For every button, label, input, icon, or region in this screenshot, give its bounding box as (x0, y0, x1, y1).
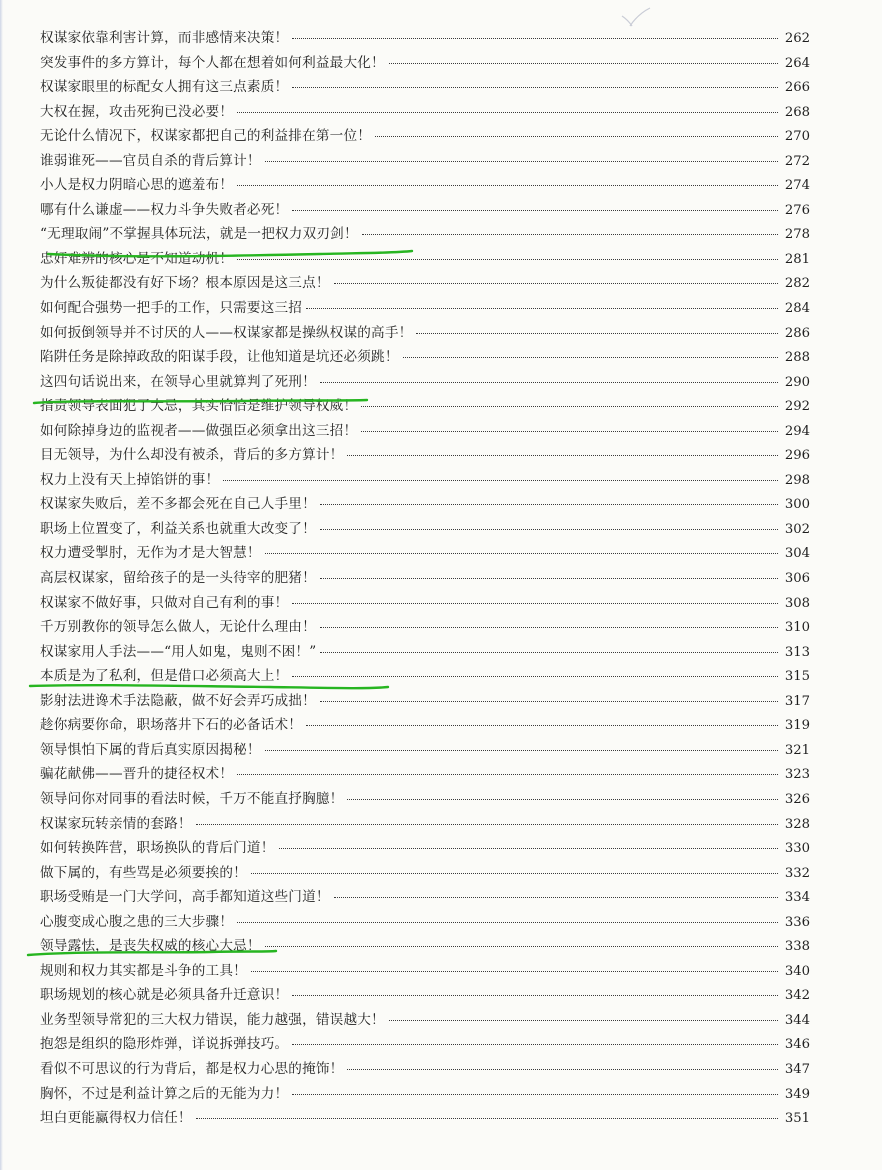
toc-entry-page-number: 323 (784, 767, 810, 783)
toc-entry (40, 591, 810, 616)
toc-entry-title: 抱怨是组织的隐形炸弹，详说拆弹技巧。 (40, 1036, 289, 1053)
toc-entry-title: 哪有什么谦虚——权力斗争失败者必死！ (40, 201, 289, 218)
toc-entry-title: 这四句话说出来，在领导心里就算判了死刑！ (40, 373, 316, 390)
dot-leader (237, 111, 778, 113)
toc-entry-title: 谁弱谁死——官员自杀的背后算计！ (40, 152, 261, 169)
toc-entry-page-number: 349 (784, 1086, 810, 1102)
toc-entry (40, 321, 810, 346)
toc-entry-page-number: 262 (784, 31, 810, 46)
toc-entry-title: 领导问你对同事的看法时候，千万不能直抒胸臆！ (40, 790, 344, 807)
toc-entry-title: 业务型领导常犯的三大权力错误，能力越强，错误越大！ (40, 1011, 385, 1028)
dot-leader (237, 258, 778, 260)
toc-entry-title: 骗花献佛——晋升的捷径权术！ (40, 766, 234, 783)
toc-entry (40, 492, 810, 517)
toc-entry (40, 640, 810, 665)
dot-leader (279, 847, 779, 849)
toc-entry-title: 权谋家依靠利害计算，而非感情来决策！ (40, 30, 289, 46)
toc-entry-page-number: 296 (784, 448, 810, 464)
toc-entry-page-number: 315 (784, 669, 810, 685)
toc-entry-page-number: 310 (784, 620, 810, 636)
toc-entry (40, 345, 810, 370)
dot-leader (237, 773, 778, 775)
dot-leader (320, 528, 778, 530)
toc-entry-page-number: 351 (784, 1111, 810, 1127)
dot-leader (265, 749, 778, 751)
toc-entry (40, 296, 810, 321)
table-of-contents (40, 26, 810, 1131)
dot-leader (251, 970, 778, 972)
toc-entry-page-number: 326 (784, 791, 810, 807)
toc-entry-page-number: 304 (784, 546, 810, 562)
toc-entry-page-number: 313 (784, 644, 810, 660)
toc-entry-title: 心腹变成心腹之患的三大步骤！ (40, 913, 234, 930)
toc-entry-page-number: 328 (784, 816, 810, 832)
toc-entry-page-number: 300 (784, 497, 810, 513)
toc-entry (40, 983, 810, 1008)
toc-entry-title: 看似不可思议的行为背后，都是权力心思的掩饰！ (40, 1060, 344, 1077)
toc-entry-title: 权谋家不做好事，只做对自己有利的事！ (40, 594, 289, 611)
dot-leader (334, 896, 778, 898)
toc-entry-page-number: 319 (784, 718, 810, 734)
toc-entry (40, 615, 810, 640)
toc-entry-title: 权谋家眼里的标配女人拥有这三点素质！ (40, 79, 289, 96)
dot-leader (292, 1093, 778, 1095)
dot-leader (320, 626, 778, 628)
toc-entry-page-number: 338 (784, 939, 810, 955)
toc-entry (40, 959, 810, 984)
dot-leader (347, 1068, 778, 1070)
toc-entry-title: 如何转换阵营，职场换队的背后门道！ (40, 840, 275, 857)
toc-entry-title: 胸怀，不过是利益计算之后的无能为力！ (40, 1085, 289, 1102)
toc-entry-page-number: 321 (784, 742, 810, 758)
toc-entry (40, 222, 810, 247)
dot-leader (292, 602, 778, 604)
toc-entry (40, 664, 810, 689)
toc-entry-page-number: 344 (784, 1012, 810, 1028)
toc-entry-title: 如何除掉身边的监视者——做强臣必须拿出这三招！ (40, 422, 358, 439)
toc-entry (40, 1082, 810, 1107)
toc-entry-title: 领导惧怕下属的背后真实原因揭秘！ (40, 741, 261, 758)
toc-entry-title: 权谋家失败后，差不多都会死在自己人手里！ (40, 496, 316, 513)
toc-entry (40, 689, 810, 714)
toc-entry-page-number: 340 (784, 963, 810, 979)
dot-leader (320, 381, 778, 383)
toc-entry-title: 忠奸难辨的核心是不知道动机！ (40, 250, 234, 267)
toc-entry-title: 陷阱任务是除掉政敌的阳谋手段，让他知道是坑还必须跳！ (40, 349, 399, 366)
toc-entry (40, 173, 810, 198)
dot-leader (292, 86, 778, 88)
toc-entry-title: 趁你病要你命，职场落井下石的必备话术！ (40, 717, 303, 734)
toc-entry-page-number: 347 (784, 1061, 810, 1077)
toc-entry (40, 394, 810, 419)
toc-entry (40, 517, 810, 542)
toc-entry (40, 51, 810, 76)
toc-entry (40, 1008, 810, 1033)
toc-entry-page-number: 281 (784, 251, 810, 267)
toc-entry-page-number: 270 (784, 129, 810, 145)
toc-entry (40, 443, 810, 468)
toc-entry-page-number: 306 (784, 571, 810, 587)
toc-entry-page-number: 308 (784, 595, 810, 611)
toc-entry-title: 做下属的，有些骂是必须要挨的！ (40, 864, 247, 881)
dot-leader (375, 135, 778, 137)
toc-entry-title: 影射法进谗术手法隐蔽，做不好会弄巧成拙！ (40, 692, 316, 709)
toc-entry-title: 本质是为了私利，但是借口必须高大上！ (40, 668, 289, 685)
toc-entry (40, 75, 810, 100)
toc-entry (40, 812, 810, 837)
toc-entry-page-number: 336 (784, 914, 810, 930)
toc-entry-title: 权谋家用人手法——“用人如鬼，鬼则不困！” (40, 643, 317, 660)
toc-entry-page-number: 330 (784, 841, 810, 857)
toc-entry (40, 124, 810, 149)
dot-leader (251, 872, 778, 874)
dot-leader (265, 945, 778, 947)
toc-entry-title: 小人是权力阴暗心思的遮羞布！ (40, 177, 234, 194)
dot-leader (389, 1019, 778, 1021)
toc-entry (40, 100, 810, 125)
dot-leader (334, 282, 778, 284)
toc-entry (40, 1032, 810, 1057)
toc-entry-title: 领导露怯，是丧失权威的核心大忌！ (40, 938, 261, 955)
toc-entry-title: 指责领导表面犯了大忌，其实恰恰是维护领导权威！ (40, 398, 358, 415)
toc-entry (40, 861, 810, 886)
toc-entry-page-number: 346 (784, 1037, 810, 1053)
dot-leader (196, 823, 778, 825)
dot-leader (403, 356, 778, 358)
toc-entry (40, 566, 810, 591)
dot-leader (292, 1043, 778, 1045)
toc-entry-title: 如何配合强势一把手的工作，只需要这三招 (40, 300, 303, 317)
toc-entry-page-number: 342 (784, 988, 810, 1004)
dot-leader (347, 454, 778, 456)
toc-entry (40, 149, 810, 174)
toc-entry-page-number: 284 (784, 301, 810, 317)
toc-entry-page-number: 274 (784, 178, 810, 194)
dot-leader (347, 798, 778, 800)
toc-entry-page-number: 334 (784, 890, 810, 906)
dot-leader (237, 184, 778, 186)
toc-entry (40, 787, 810, 812)
toc-entry (40, 468, 810, 493)
toc-entry-title: 千万别教你的领导怎么做人，无论什么理由！ (40, 619, 316, 636)
dot-leader (292, 675, 778, 677)
dot-leader (320, 503, 778, 505)
toc-entry (40, 541, 810, 566)
toc-entry (40, 836, 810, 861)
toc-entry (40, 419, 810, 444)
dot-leader (389, 62, 778, 64)
toc-entry (40, 26, 810, 51)
toc-entry-page-number: 268 (784, 104, 810, 120)
toc-entry-title: 目无领导，为什么却没有被杀，背后的多方算计！ (40, 447, 344, 464)
toc-entry-page-number: 290 (784, 374, 810, 390)
toc-entry (40, 271, 810, 296)
toc-entry-page-number: 264 (784, 55, 810, 71)
toc-entry (40, 934, 810, 959)
dot-leader (320, 651, 778, 653)
toc-entry-title: 权力遭受掣肘，无作为才是大智慧！ (40, 545, 261, 562)
dot-leader (361, 430, 778, 432)
dot-leader (292, 209, 778, 211)
toc-entry-title: 权力上没有天上掉馅饼的事！ (40, 471, 220, 488)
toc-entry-page-number: 282 (784, 276, 810, 292)
toc-entry-page-number: 266 (784, 80, 810, 96)
toc-entry-page-number: 332 (784, 865, 810, 881)
dot-leader (320, 700, 778, 702)
dot-leader (361, 405, 778, 407)
toc-entry-title: 大权在握，攻击死狗已没必要！ (40, 103, 234, 120)
toc-entry-title: 为什么叛徒都没有好下场？根本原因是这三点！ (40, 275, 330, 292)
toc-entry-page-number: 276 (784, 202, 810, 218)
toc-entry (40, 1057, 810, 1082)
dot-leader (237, 921, 778, 923)
toc-entry-title: 职场受贿是一门大学问，高手都知道这些门道！ (40, 889, 330, 906)
toc-entry-title: 职场上位置变了，利益关系也就重大改变了！ (40, 520, 316, 537)
toc-entry-title: 无论什么情况下，权谋家都把自己的利益排在第一位！ (40, 128, 372, 145)
dot-leader (362, 233, 778, 235)
toc-entry-title: 规则和权力其实都是斗争的工具！ (40, 962, 247, 979)
toc-entry-title: 坦白更能赢得权力信任！ (40, 1110, 192, 1127)
dot-leader (265, 552, 778, 554)
dot-leader (265, 160, 778, 162)
toc-entry (40, 713, 810, 738)
toc-entry-title: 权谋家玩转亲情的套路！ (40, 815, 192, 832)
toc-entry-title: 突发事件的多方算计，每个人都在想着如何利益最大化！ (40, 54, 385, 71)
dot-leader (306, 724, 778, 726)
toc-entry-page-number: 278 (784, 227, 810, 243)
dot-leader (292, 37, 778, 39)
toc-entry-page-number: 294 (784, 423, 810, 439)
toc-entry-title: 职场规划的核心就是必须具备升迁意识！ (40, 987, 289, 1004)
toc-entry-page-number: 286 (784, 325, 810, 341)
toc-entry-page-number: 298 (784, 472, 810, 488)
toc-entry-title: 如何扳倒领导并不讨厌的人——权谋家都是操纵权谋的高手！ (40, 324, 413, 341)
toc-entry (40, 247, 810, 272)
page-edge (0, 0, 3, 1170)
toc-entry-title: “无理取闹”不掌握具体玩法，就是一把权力双刃剑！ (40, 226, 358, 243)
toc-entry-page-number: 292 (784, 399, 810, 415)
toc-entry (40, 198, 810, 223)
dot-leader (196, 1117, 778, 1119)
toc-entry (40, 370, 810, 395)
toc-entry-page-number: 302 (784, 521, 810, 537)
dot-leader (292, 994, 778, 996)
toc-entry (40, 885, 810, 910)
toc-entry (40, 738, 810, 763)
dot-leader (223, 479, 778, 481)
toc-entry (40, 1106, 810, 1131)
dot-leader (416, 332, 778, 334)
toc-entry-page-number: 288 (784, 350, 810, 366)
toc-entry-title: 高层权谋家，留给孩子的是一头待宰的肥猪！ (40, 570, 316, 587)
dot-leader (306, 307, 778, 309)
toc-entry-page-number: 272 (784, 153, 810, 169)
toc-entry (40, 910, 810, 935)
dot-leader (320, 577, 778, 579)
toc-entry (40, 762, 810, 787)
toc-entry-page-number: 317 (784, 693, 810, 709)
